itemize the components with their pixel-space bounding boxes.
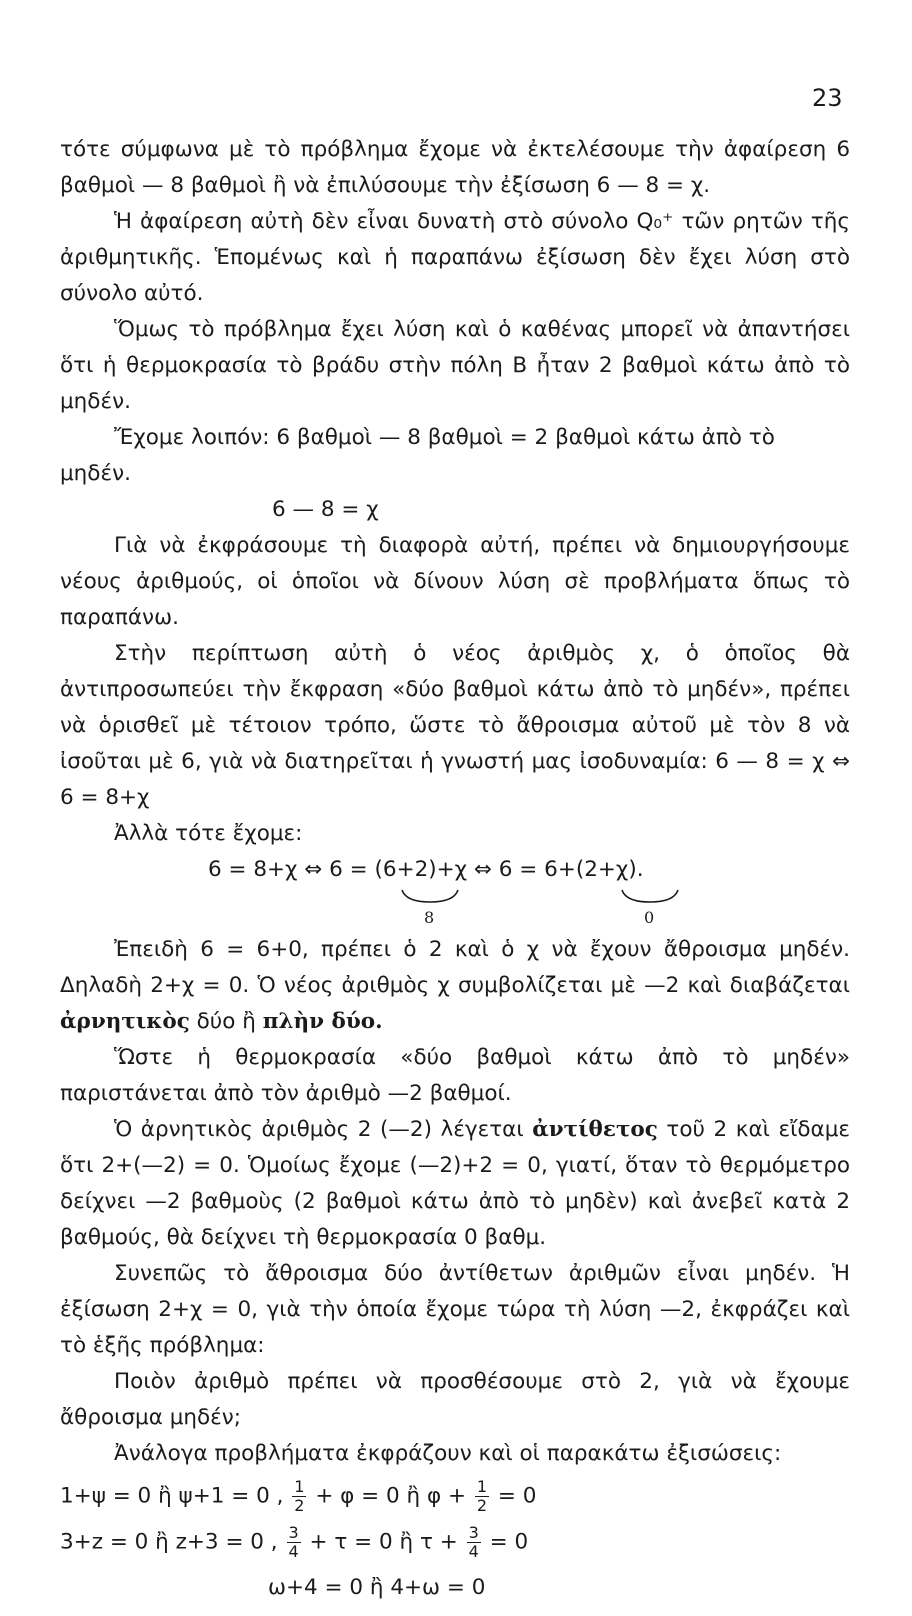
- fraction-denominator: 4: [288, 1542, 299, 1561]
- equation-row-2: [60, 1524, 850, 1570]
- fraction-numerator: 3: [468, 1523, 479, 1542]
- fraction-numerator: 3: [288, 1523, 299, 1542]
- underbrace-icon: [620, 888, 680, 910]
- equation-row-main: [60, 852, 850, 888]
- equation-1-part-c: = 0: [491, 1483, 537, 1509]
- fraction-denominator: 4: [468, 1542, 479, 1561]
- paragraph-9-text: Ἐπειδὴ 6 = 6+0, πρέπει ὁ 2 καὶ ὁ χ νὰ ἔχουν ἄθροισμα μηδέν. Δηλαδὴ 2+χ = 0. Ὁ νέος ἀριθμὸς χ συμβολίζεται μὲ —2 καὶ διαβάζεται: [60, 937, 850, 998]
- underbrace-annotations: [60, 888, 850, 932]
- fraction-denominator: 2: [294, 1496, 305, 1515]
- fraction-denominator: 2: [476, 1496, 488, 1515]
- underbrace-label-0: 0: [644, 908, 655, 927]
- paragraph-10: Ὥστε ἡ θερμοκρασία «δύο βαθμοὶ κάτω ἀπὸ τὸ μηδέν» παριστάνεται ἀπὸ τὸν ἀριθμὸ —2 βαθμοί.: [60, 1045, 850, 1106]
- term-plin-dyo: πλὴν δύο.: [262, 1009, 383, 1034]
- page-body: [60, 132, 850, 1616]
- paragraph-4: Ἔχομε λοιπόν: 6 βαθμοὶ — 8 βαθμοὶ = 2 βαθμοὶ κάτω ἀπὸ τὸ μηδέν.: [60, 425, 775, 486]
- paragraph-14: Ἀνάλογα προβλήματα ἐκφράζουν καὶ οἱ παρακάτω ἐξισώσεις:: [114, 1441, 782, 1466]
- equation-row-1: [60, 1478, 850, 1524]
- equation-6-minus-8: 6 — 8 = χ: [272, 497, 379, 522]
- equation-2-part-b: + τ = 0 ἢ τ +: [302, 1529, 465, 1555]
- term-antithetos: ἀντίθετος: [532, 1117, 658, 1142]
- paragraph-3: Ὅμως τὸ πρόβλημα ἔχει λύση καὶ ὁ καθένας μπορεῖ νὰ ἀπαντήσει ὅτι ἡ θερμοκρασία τὸ βράδυ στὴν πόλη Β ἦταν 2 βαθμοὶ κάτω ἀπὸ τὸ μηδέν.: [60, 317, 850, 414]
- fraction: [475, 1478, 489, 1515]
- term-arnitikos: ἀρνητικὸς: [60, 1009, 190, 1034]
- paragraph-12: Συνεπῶς τὸ ἄθροισμα δύο ἀντίθετων ἀριθμῶν εἶναι μηδέν. Ἡ ἐξίσωση 2+χ = 0, γιὰ τὴν ὁποία ἔχομε τώρα τὴ λύση —2, ἐκφράζει καὶ τὸ ἑξῆς πρόβλημα:: [60, 1261, 850, 1358]
- equation-2-part-a: 3+z = 0 ἢ z+3 = 0 ,: [60, 1529, 278, 1555]
- fraction: [292, 1478, 306, 1515]
- equation-main: 6 = 8+χ ⇔ 6 = (6+2)+χ ⇔ 6 = 6+(2+χ).: [208, 857, 644, 882]
- paragraph-13: Ποιὸν ἀριθμὸ πρέπει νὰ προσθέσουμε στὸ 2, γιὰ νὰ ἔχουμε ἄθροισμα μηδέν;: [60, 1369, 850, 1430]
- fraction-numerator: 1: [294, 1477, 305, 1496]
- page-number: 23: [812, 84, 843, 112]
- paragraph-11-a: Ὁ ἀρνητικὸς ἀριθμὸς 2 (—2) λέγεται: [114, 1117, 533, 1142]
- fraction: [467, 1524, 481, 1561]
- equation-1-part-a: 1+ψ = 0 ἢ ψ+1 = 0 ,: [60, 1483, 284, 1509]
- equation-row-3: [60, 1570, 850, 1616]
- paragraph-1: τότε σύμφωνα μὲ τὸ πρόβλημα ἔχομε νὰ ἐκτελέσουμε τὴν ἀφαίρεση 6 βαθμοὶ — 8 βαθμοὶ ἢ νὰ ἐπιλύσουμε τὴν ἐξίσωση 6 — 8 = χ.: [60, 137, 850, 198]
- equation-3: ω+4 = 0 ἢ 4+ω = 0: [268, 1575, 486, 1600]
- underbrace-icon: [400, 888, 460, 910]
- paragraph-9-mid: δύο ἢ: [189, 1009, 263, 1034]
- paragraph-6: Γιὰ νὰ ἐκφράσουμε τὴ διαφορὰ αὐτή, πρέπει νὰ δημιουργήσουμε νέους ἀριθμούς, οἱ ὁποῖοι νὰ δίνουν λύση σὲ προβλήματα ὅπως τὸ παραπάνω.: [60, 533, 850, 630]
- fraction: [287, 1524, 301, 1561]
- underbrace-label-8: 8: [424, 908, 435, 927]
- paragraph-9: [60, 932, 850, 1040]
- equation-1-part-b: + φ = 0 ἢ φ +: [308, 1483, 473, 1509]
- paragraph-8: Ἀλλὰ τότε ἔχομε:: [114, 821, 303, 846]
- fraction-numerator: 1: [476, 1477, 488, 1496]
- paragraph-7: Στὴν περίπτωση αὐτὴ ὁ νέος ἀριθμὸς χ, ὁ ὁποῖος θὰ ἀντιπροσωπεύει τὴν ἔκφραση «δύο βαθμοὶ κάτω ἀπὸ τὸ μηδέν», πρέπει νὰ ὁρισθεῖ μὲ τέτοιον τρόπο, ὥστε τὸ ἄθροισμα αὐτοῦ μὲ τὸν 8 νὰ ἰσοῦται μὲ 6, γιὰ νὰ διατηρεῖται ἡ γνωστή μας ἰσοδυναμία: 6 — 8 = χ ⇔ 6 = 8+χ: [60, 641, 850, 810]
- paragraph-2: Ἡ ἀφαίρεση αὐτὴ δὲν εἶναι δυνατὴ στὸ σύνολο Q₀⁺ τῶν ρητῶν τῆς ἀριθμητικῆς. Ἑπομένως καὶ ἡ παραπάνω ἐξίσωση δὲν ἔχει λύση στὸ σύνολο αὐτό.: [60, 209, 850, 306]
- paragraph-11-b: τοῦ 2 καὶ εἴδαμε ὅτι 2+(—2) = 0. Ὁμοίως ἔχομε (—2)+2 = 0, γιατί, ὅταν τὸ θερμόμετρο δείχνει —2 βαθμοὺς (2 βαθμοὶ κάτω ἀπὸ τὸ μηδὲν) καὶ ἀνεβεῖ κατὰ 2 βαθμούς, θὰ δείχνει τὴ θερμοκρασία 0 βαθμ.: [60, 1117, 850, 1250]
- paragraph-11: [60, 1112, 850, 1256]
- equation-2-part-c: = 0: [482, 1529, 529, 1555]
